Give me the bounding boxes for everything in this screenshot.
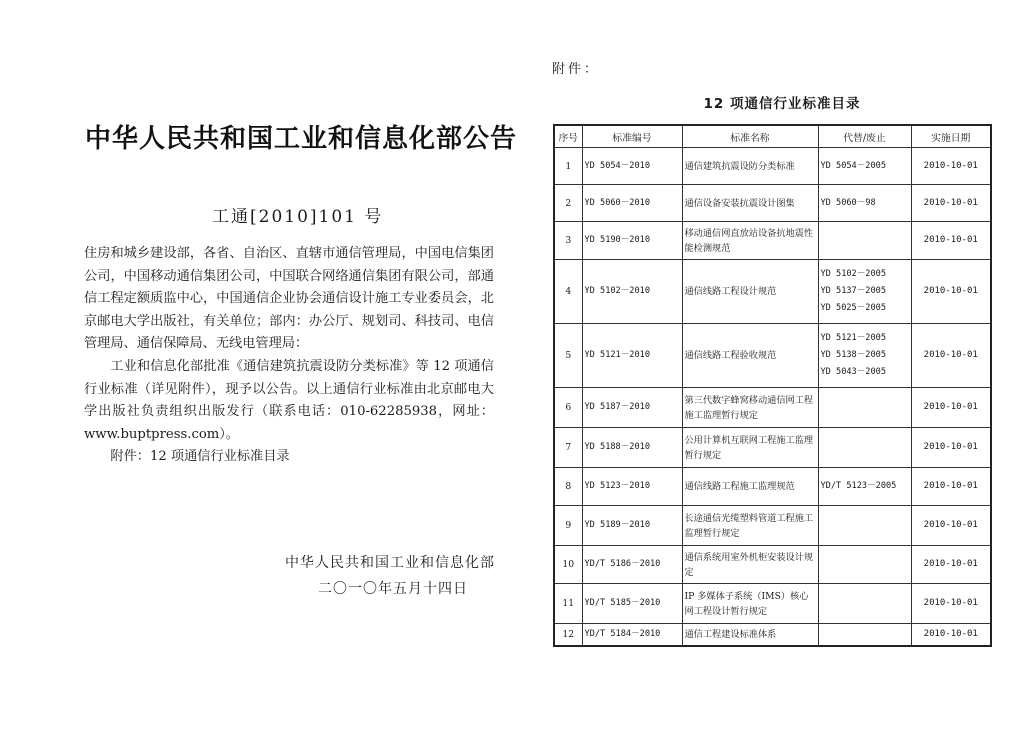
cell-date: 2010-10-01 — [911, 185, 991, 222]
cell-name: 通信线路工程施工监理规范 — [682, 468, 818, 506]
cell-date: 2010-10-01 — [911, 324, 991, 388]
cell-code: YD/T 5186－2010 — [582, 546, 682, 584]
cell-name: 通信工程建设标准体系 — [682, 624, 818, 646]
signature: 中华人民共和国工业和信息化部 — [285, 555, 495, 571]
replaced-standard: YD 5043－2005 — [820, 367, 887, 377]
cell-code: YD 5190－2010 — [582, 222, 682, 260]
cell-date: 2010-10-01 — [911, 546, 991, 584]
cell-code: YD/T 5185－2010 — [582, 584, 682, 624]
table-row — [554, 584, 991, 624]
cell-no: 10 — [554, 546, 582, 584]
cell-date: 2010-10-01 — [911, 222, 991, 260]
cell-no: 9 — [554, 506, 582, 546]
cell-name: 第三代数字蜂窝移动通信网工程施工监理暂行规定 — [682, 388, 818, 428]
cell-replaces — [818, 506, 911, 546]
cell-code: YD 5189－2010 — [582, 506, 682, 546]
attachment-note: 附件：12 项通信行业标准目录 — [110, 449, 290, 465]
cell-date: 2010-10-01 — [911, 506, 991, 546]
table-body — [554, 148, 991, 646]
table-row — [554, 222, 991, 260]
header-replaces: 代替/废止 — [818, 125, 911, 148]
table-row — [554, 388, 991, 428]
announcement-title: 中华人民共和国工业和信息化部公告 — [85, 124, 518, 154]
replaced-standard: YD 5121－2005 — [820, 333, 887, 343]
cell-no: 11 — [554, 584, 582, 624]
cell-replaces — [818, 185, 911, 222]
cell-date: 2010-10-01 — [911, 584, 991, 624]
replaced-standard: YD/T 5123－2005 — [820, 481, 897, 491]
table-row — [554, 546, 991, 584]
table-row — [554, 148, 991, 185]
table-row — [554, 185, 991, 222]
cell-replaces — [818, 148, 911, 185]
table-row — [554, 468, 991, 506]
table-row — [554, 324, 991, 388]
cell-name: 长途通信光缆塑料管道工程施工监理暂行规定 — [682, 506, 818, 546]
cell-name: 通信线路工程设计规范 — [682, 260, 818, 324]
cell-date: 2010-10-01 — [911, 388, 991, 428]
cell-date: 2010-10-01 — [911, 428, 991, 468]
cell-code: YD 5054－2010 — [582, 148, 682, 185]
cell-name: 通信设备安装抗震设计图集 — [682, 185, 818, 222]
replaced-standard: YD 5025－2005 — [820, 303, 887, 313]
standards-table — [553, 124, 992, 647]
issue-date: 二〇一〇年五月十四日 — [318, 581, 468, 597]
replaced-standard: YD 5137－2005 — [820, 286, 887, 296]
replaced-standard: YD 5138－2005 — [820, 350, 887, 360]
header-date: 实施日期 — [911, 125, 991, 148]
cell-name: 通信系统用室外机柜安装设计规定 — [682, 546, 818, 584]
cell-replaces — [818, 468, 911, 506]
cell-code: YD 5187－2010 — [582, 388, 682, 428]
header-no: 序号 — [554, 125, 582, 148]
document-number: 工通[2010]101 号 — [212, 207, 384, 227]
cell-code: YD 5121－2010 — [582, 324, 682, 388]
cell-date: 2010-10-01 — [911, 624, 991, 646]
replaced-standard: YD 5102－2005 — [820, 269, 887, 279]
cell-no: 6 — [554, 388, 582, 428]
cell-replaces — [818, 624, 911, 646]
attachment-page — [540, 0, 1024, 735]
cell-code: YD 5102－2010 — [582, 260, 682, 324]
addressee-paragraph: 住房和城乡建设部，各省、自治区、直辖市通信管理局，中国电信集团公司，中国移动通信集团公司，中国联合网络通信集团有限公司，部通信工程定额质监中心，中国通信企业协会通信设计施工专业委员会，北京邮电大学出版社，有关单位；部内：办公厅、规划司、科技司、电信管理局、通信保障局、无线电管理局： — [84, 246, 494, 352]
cell-no: 12 — [554, 624, 582, 646]
attachment-label: 附件： — [552, 62, 601, 77]
cell-replaces — [818, 222, 911, 260]
main-paragraph: 工业和信息化部批准《通信建筑抗震设防分类标准》等 12 项通信行业标准（详见附件），现予以公告。以上通信行业标准由北京邮电大学出版社负责组织出版发行（联系电话：010-62285938，网址：www.buptpress.com）。 — [84, 358, 494, 442]
cell-name: 通信线路工程验收规范 — [682, 324, 818, 388]
replaced-standard: YD 5054－2005 — [820, 160, 887, 171]
cell-name: 移动通信网直放站设备抗地震性能检测规范 — [682, 222, 818, 260]
cell-name: 公用计算机互联网工程施工监理暂行规定 — [682, 428, 818, 468]
cell-no: 1 — [554, 148, 582, 185]
cell-no: 2 — [554, 185, 582, 222]
cell-no: 3 — [554, 222, 582, 260]
cell-code: YD/T 5184－2010 — [582, 624, 682, 646]
header-code: 标准编号 — [582, 125, 682, 148]
cell-code: YD 5123－2010 — [582, 468, 682, 506]
cell-no: 7 — [554, 428, 582, 468]
cell-name: 通信建筑抗震设防分类标准 — [682, 148, 818, 185]
cell-replaces — [818, 428, 911, 468]
cell-replaces — [818, 546, 911, 584]
cell-code: YD 5188－2010 — [582, 428, 682, 468]
cell-date: 2010-10-01 — [911, 468, 991, 506]
cell-code: YD 5060－2010 — [582, 185, 682, 222]
cell-name: IP 多媒体子系统（IMS）核心网工程设计暂行规定 — [682, 584, 818, 624]
announcement-body — [84, 243, 494, 469]
cell-date: 2010-10-01 — [911, 260, 991, 324]
cell-no: 4 — [554, 260, 582, 324]
table-title: 12 项通信行业标准目录 — [703, 96, 861, 112]
cell-replaces — [818, 324, 911, 388]
cell-replaces — [818, 388, 911, 428]
header-name: 标准名称 — [682, 125, 818, 148]
table-row — [554, 260, 991, 324]
cell-no: 5 — [554, 324, 582, 388]
cell-no: 8 — [554, 468, 582, 506]
replaced-standard: YD 5060－98 — [820, 197, 876, 208]
cell-date: 2010-10-01 — [911, 148, 991, 185]
table-header-row — [554, 125, 991, 148]
table-row — [554, 624, 991, 646]
table-row — [554, 506, 991, 546]
cell-replaces — [818, 260, 911, 324]
table-row — [554, 428, 991, 468]
cell-replaces — [818, 584, 911, 624]
